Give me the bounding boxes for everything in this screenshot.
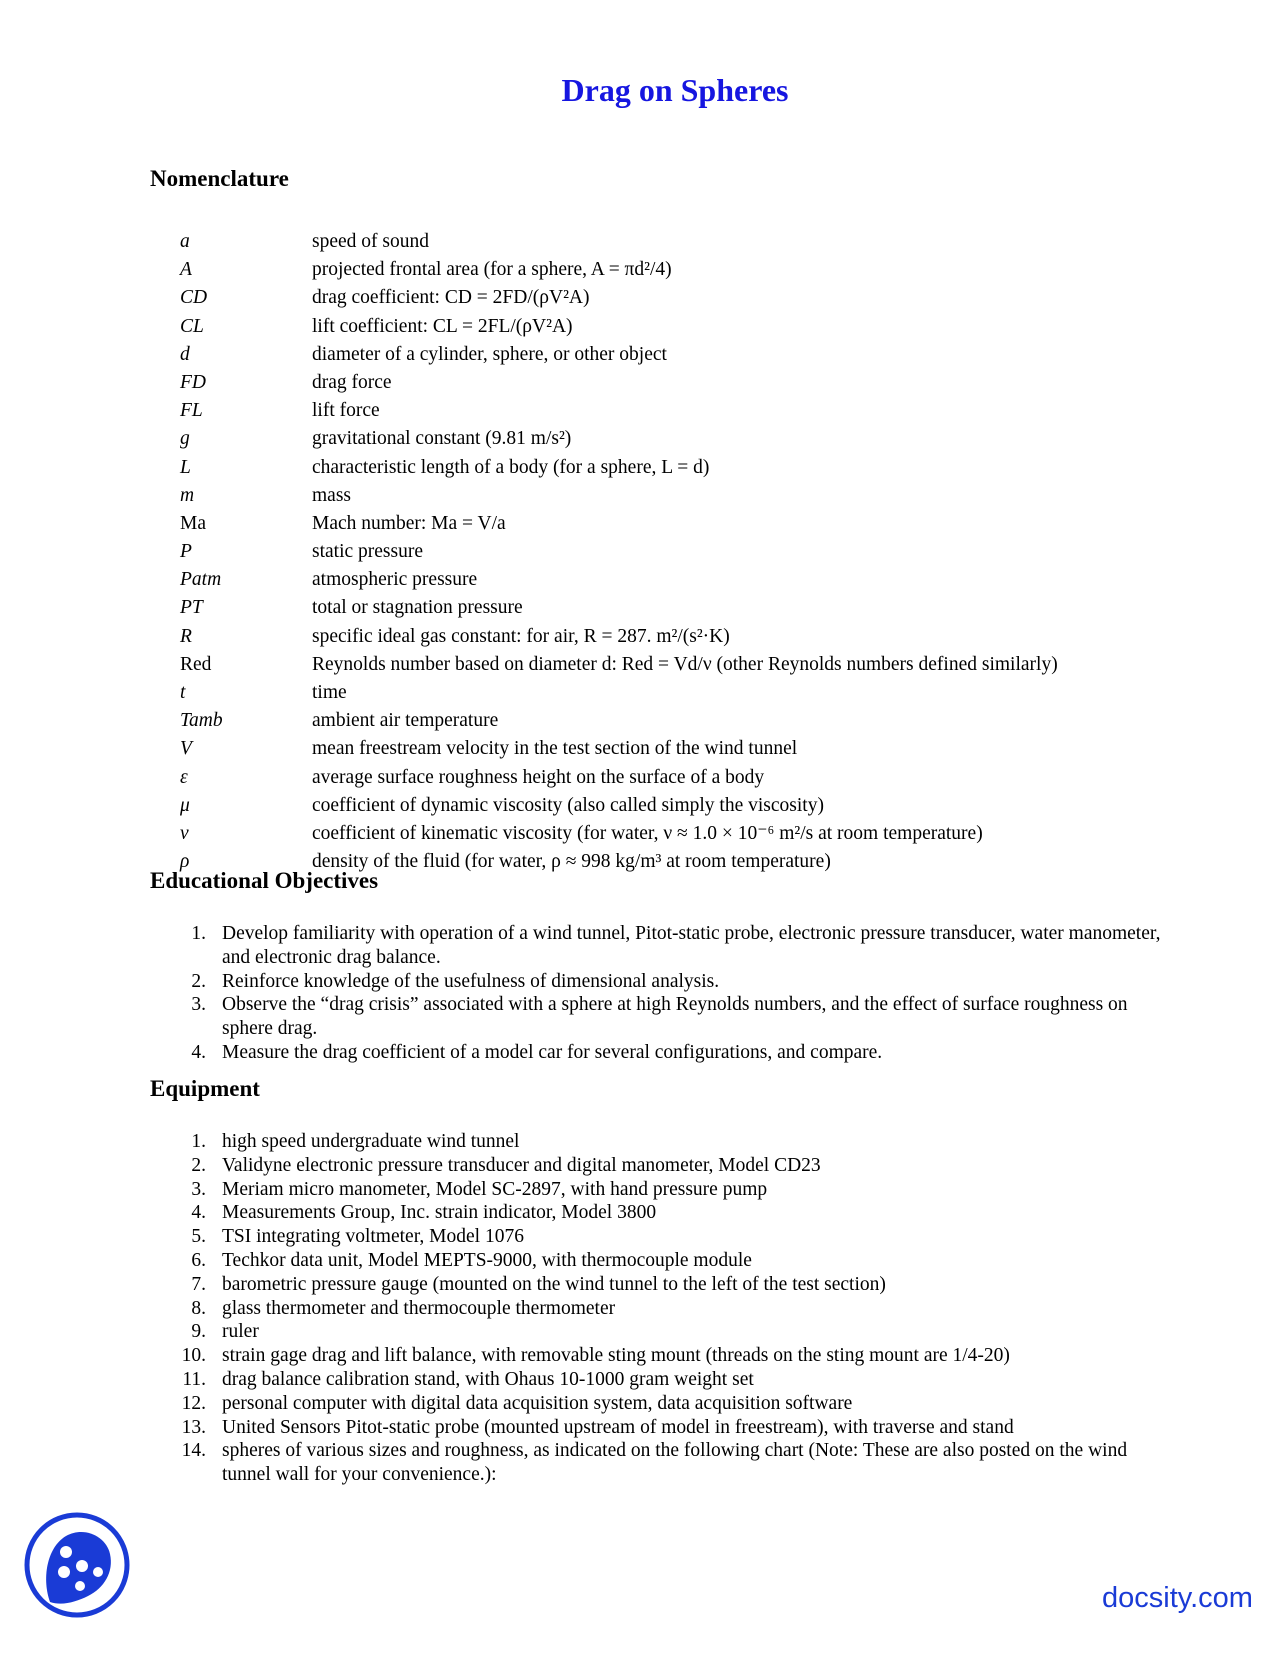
nomenclature-row [180, 651, 1140, 679]
definition: specific ideal gas constant: for air, R = 287. m²/(s²·K) [312, 625, 730, 647]
nomenclature-row [180, 566, 1140, 594]
nomenclature-row [180, 594, 1140, 622]
definition: speed of sound [312, 231, 429, 252]
item-text: Develop familiarity with operation of a wind tunnel, Pitot-static probe, electronic pressure transducer, water manometer, and electronic drag balance. [222, 923, 1161, 968]
definition: Reynolds number based on diameter d: Red = Vd/ν (other Reynolds numbers defined similarly) [312, 653, 1058, 675]
symbol: Patm [180, 569, 222, 591]
item-number: 11. [182, 1368, 206, 1390]
definition: ambient air temperature [312, 710, 499, 732]
definition: density of the fluid (for water, ρ ≈ 998 kg/m³ at room temperature) [312, 851, 831, 873]
symbol: Tamb [180, 710, 223, 732]
list-item [168, 1439, 1178, 1487]
symbol: ρ [180, 851, 190, 873]
symbol: ε [180, 766, 188, 788]
nomenclature-row [180, 623, 1140, 651]
list-item [168, 1297, 1178, 1321]
symbol: g [180, 428, 190, 450]
nomenclature-row [180, 369, 1140, 397]
definition: mass [312, 484, 351, 506]
heading-equipment: Equipment [150, 1076, 260, 1101]
symbol: μ [180, 794, 190, 816]
item-text: spheres of various sizes and roughness, as indicated on the following chart (Note: These are also posted on the wind tunnel wall for your convenience.): [222, 1440, 1128, 1486]
list-item [168, 1344, 1178, 1368]
list-item [168, 1392, 1178, 1416]
nomenclature-row [180, 341, 1140, 369]
item-number: 6. [191, 1249, 206, 1271]
symbol: t [180, 682, 186, 703]
symbol: V [180, 738, 192, 760]
item-number: 5. [191, 1226, 206, 1248]
list-item [168, 1130, 1178, 1154]
definition: Mach number: Ma = V/a [312, 512, 506, 534]
list-item [168, 1249, 1178, 1273]
symbol: FL [180, 400, 203, 422]
item-number: 8. [191, 1297, 206, 1319]
nomenclature-table [180, 228, 1140, 876]
nomenclature-row [180, 707, 1140, 735]
nomenclature-row [180, 256, 1140, 284]
definition: time [312, 682, 347, 703]
definition: drag force [312, 371, 392, 393]
symbol: FD [180, 371, 206, 393]
heading-nomenclature: Nomenclature [150, 166, 289, 191]
list-item [168, 1154, 1178, 1178]
item-text: TSI integrating voltmeter, Model 1076 [222, 1226, 524, 1248]
item-number: 7. [191, 1273, 206, 1295]
item-text: Meriam micro manometer, Model SC-2897, with hand pressure pump [222, 1178, 768, 1200]
item-text: Validyne electronic pressure transducer and digital manometer, Model CD23 [222, 1154, 821, 1176]
nomenclature-row [180, 764, 1140, 792]
symbol: CL [180, 315, 204, 337]
item-text: Measure the drag coefficient of a model car for several configurations, and compare. [222, 1041, 883, 1063]
definition: coefficient of kinematic viscosity (for water, ν ≈ 1.0 × 10⁻⁶ m²/s at room temperature) [312, 822, 983, 844]
nomenclature-row [180, 482, 1140, 510]
definition: mean freestream velocity in the test section of the wind tunnel [312, 738, 798, 760]
symbol: L [180, 456, 191, 478]
item-text: barometric pressure gauge (mounted on the wind tunnel to the left of the test section) [222, 1273, 886, 1295]
list-item [168, 993, 1178, 1041]
list-item [168, 1320, 1178, 1344]
item-text: ruler [222, 1321, 259, 1343]
definition: total or stagnation pressure [312, 597, 523, 619]
item-text: drag balance calibration stand, with Ohaus 10-1000 gram weight set [222, 1368, 754, 1390]
item-text: Reinforce knowledge of the usefulness of dimensional analysis. [222, 970, 720, 992]
symbol: P [180, 541, 192, 563]
nomenclature-row [180, 820, 1140, 848]
item-number: 13. [181, 1416, 206, 1438]
definition: projected frontal area (for a sphere, A = πd²/4) [312, 259, 672, 281]
list-item [168, 970, 1178, 994]
item-number: 12. [181, 1392, 206, 1414]
nomenclature-row [180, 397, 1140, 425]
list-item [168, 1273, 1178, 1297]
item-text: personal computer with digital data acquisition system, data acquisition software [222, 1392, 853, 1414]
nomenclature-row [180, 313, 1140, 341]
item-number: 10. [181, 1345, 206, 1367]
nomenclature-row [180, 792, 1140, 820]
symbol: Ma [180, 512, 206, 534]
item-text: strain gage drag and lift balance, with removable sting mount (threads on the sting mount are 1/4-20) [222, 1345, 1010, 1367]
list-item [168, 1201, 1178, 1225]
item-number: 14. [181, 1440, 206, 1462]
nomenclature-row [180, 510, 1140, 538]
page-title: Drag on Spheres [561, 72, 789, 108]
symbol: ν [180, 822, 189, 844]
docsity-logo-icon[interactable] [22, 1510, 132, 1620]
item-number: 2. [191, 1154, 206, 1176]
item-number: 1. [191, 1131, 206, 1152]
objectives-list [168, 922, 1178, 1065]
item-text: United Sensors Pitot-static probe (mounted upstream of model in freestream), with traverse and stand [222, 1416, 1014, 1438]
item-text: Techkor data unit, Model MEPTS-9000, with thermocouple module [222, 1249, 752, 1271]
definition: lift coefficient: CL = 2FL/(ρV²A) [312, 315, 573, 337]
definition: lift force [312, 400, 380, 422]
symbol: R [180, 625, 192, 647]
item-number: 9. [191, 1321, 206, 1343]
list-item [168, 1368, 1178, 1392]
nomenclature-row [180, 538, 1140, 566]
nomenclature-row [180, 228, 1140, 256]
item-text: glass thermometer and thermocouple thermometer [222, 1297, 616, 1319]
item-number: 3. [191, 1178, 206, 1200]
item-number: 3. [191, 994, 206, 1016]
symbol: Red [180, 653, 212, 675]
definition: atmospheric pressure [312, 569, 478, 591]
item-text: Observe the “drag crisis” associated with a sphere at high Reynolds numbers, and the effect of surface roughness on sphere drag. [222, 994, 1128, 1040]
item-number: 4. [191, 1041, 206, 1063]
symbol: a [180, 231, 190, 252]
list-item [168, 1178, 1178, 1202]
list-item [168, 1416, 1178, 1440]
docsity-brand-link[interactable]: docsity.com [1102, 1582, 1253, 1614]
definition: diameter of a cylinder, sphere, or other object [312, 343, 667, 365]
item-number: 2. [191, 970, 206, 992]
item-number: 4. [191, 1202, 206, 1224]
symbol: m [180, 484, 195, 506]
definition: gravitational constant (9.81 m/s²) [312, 428, 572, 450]
symbol: PT [180, 597, 203, 619]
definition: average surface roughness height on the surface of a body [312, 766, 765, 788]
list-item [168, 1041, 1178, 1065]
definition: characteristic length of a body (for a sphere, L = d) [312, 456, 710, 478]
nomenclature-row [180, 735, 1140, 763]
heading-educational-objectives: Educational Objectives [150, 868, 379, 893]
equipment-list [168, 1130, 1178, 1487]
definition: drag coefficient: CD = 2FD/(ρV²A) [312, 287, 590, 309]
nomenclature-row [180, 284, 1140, 312]
definition: static pressure [312, 541, 424, 563]
definition: coefficient of dynamic viscosity (also called simply the viscosity) [312, 794, 824, 816]
nomenclature-row [180, 454, 1140, 482]
symbol: CD [180, 287, 208, 309]
symbol: A [180, 259, 192, 281]
symbol: d [180, 343, 190, 365]
nomenclature-row [180, 679, 1140, 707]
list-item [168, 1225, 1178, 1249]
nomenclature-row [180, 425, 1140, 453]
item-text: Measurements Group, Inc. strain indicator, Model 3800 [222, 1202, 657, 1224]
item-number: 1. [191, 923, 206, 944]
item-text: high speed undergraduate wind tunnel [222, 1131, 520, 1152]
list-item [168, 922, 1178, 970]
